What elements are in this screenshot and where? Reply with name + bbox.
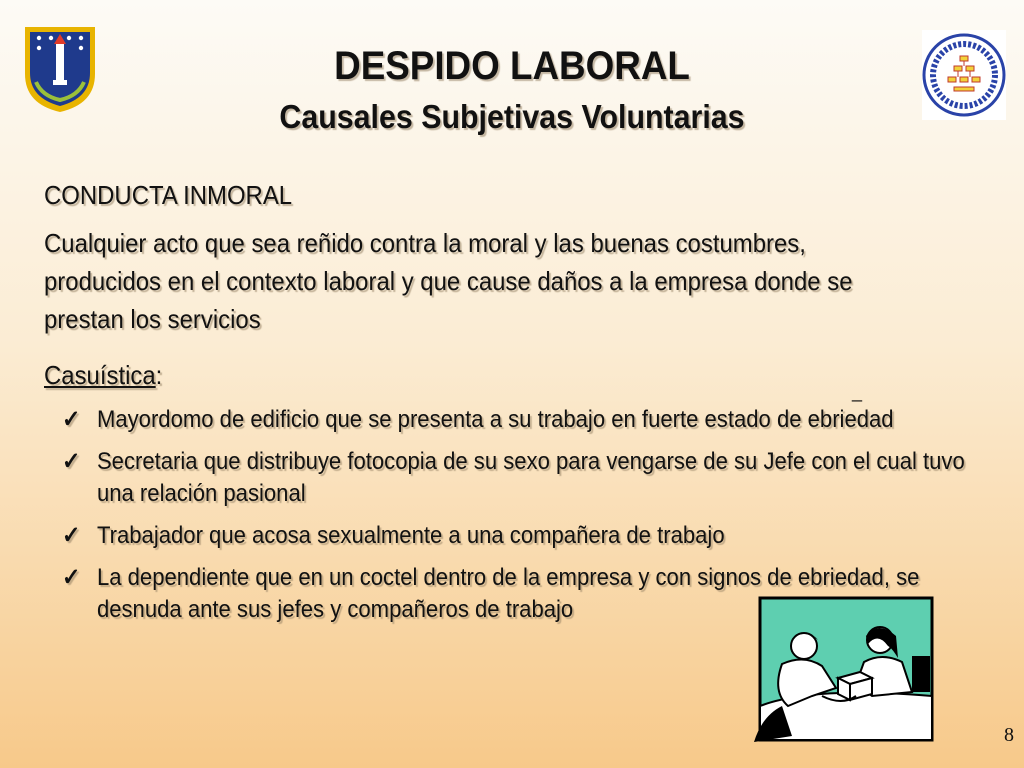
section-heading: CONDUCTA INMORAL — [44, 180, 293, 210]
slide-title: DESPIDO LABORAL — [334, 44, 690, 88]
list-item-text: Mayordomo de edificio que se presenta a su trabajo en fuerte estado de ebriedad — [96, 406, 894, 433]
checkmark-icon: ✓ — [62, 522, 81, 549]
casuistica-label: Casuística — [44, 360, 156, 390]
list-item-text: La dependiente que en un coctel dentro de la empresa y con signos de ebriedad, se desnuda ante sus jefes y compañeros de trabajo — [96, 564, 920, 623]
casuistica-colon: : — [155, 360, 163, 390]
definition-paragraph: Cualquier acto que sea reñido contra la moral y las buenas costumbres, producidos en el contexto laboral y que cause daños a la empresa donde se prestan los servicios — [44, 228, 853, 334]
checkmark-icon: ✓ — [62, 564, 81, 591]
two-people-desk-clipart-icon — [752, 596, 934, 742]
list-item — [62, 520, 973, 552]
list-item-text: Secretaria que distribuye fotocopia de su sexo para vengarse de su Jefe con el cual tuvo una relación pasional — [96, 448, 965, 507]
casuistica-heading — [44, 360, 162, 391]
stray-mark: _ — [852, 382, 863, 402]
list-item-text: Trabajador que acosa sexualmente a una compañera de trabajo — [96, 522, 725, 549]
list-item — [62, 446, 973, 510]
slide-subtitle: Causales Subjetivas Voluntarias — [279, 98, 745, 135]
checkmark-icon: ✓ — [62, 406, 81, 433]
page-number: 8 — [1004, 724, 1014, 746]
checkmark-icon: ✓ — [62, 448, 81, 475]
list-item — [62, 404, 973, 436]
